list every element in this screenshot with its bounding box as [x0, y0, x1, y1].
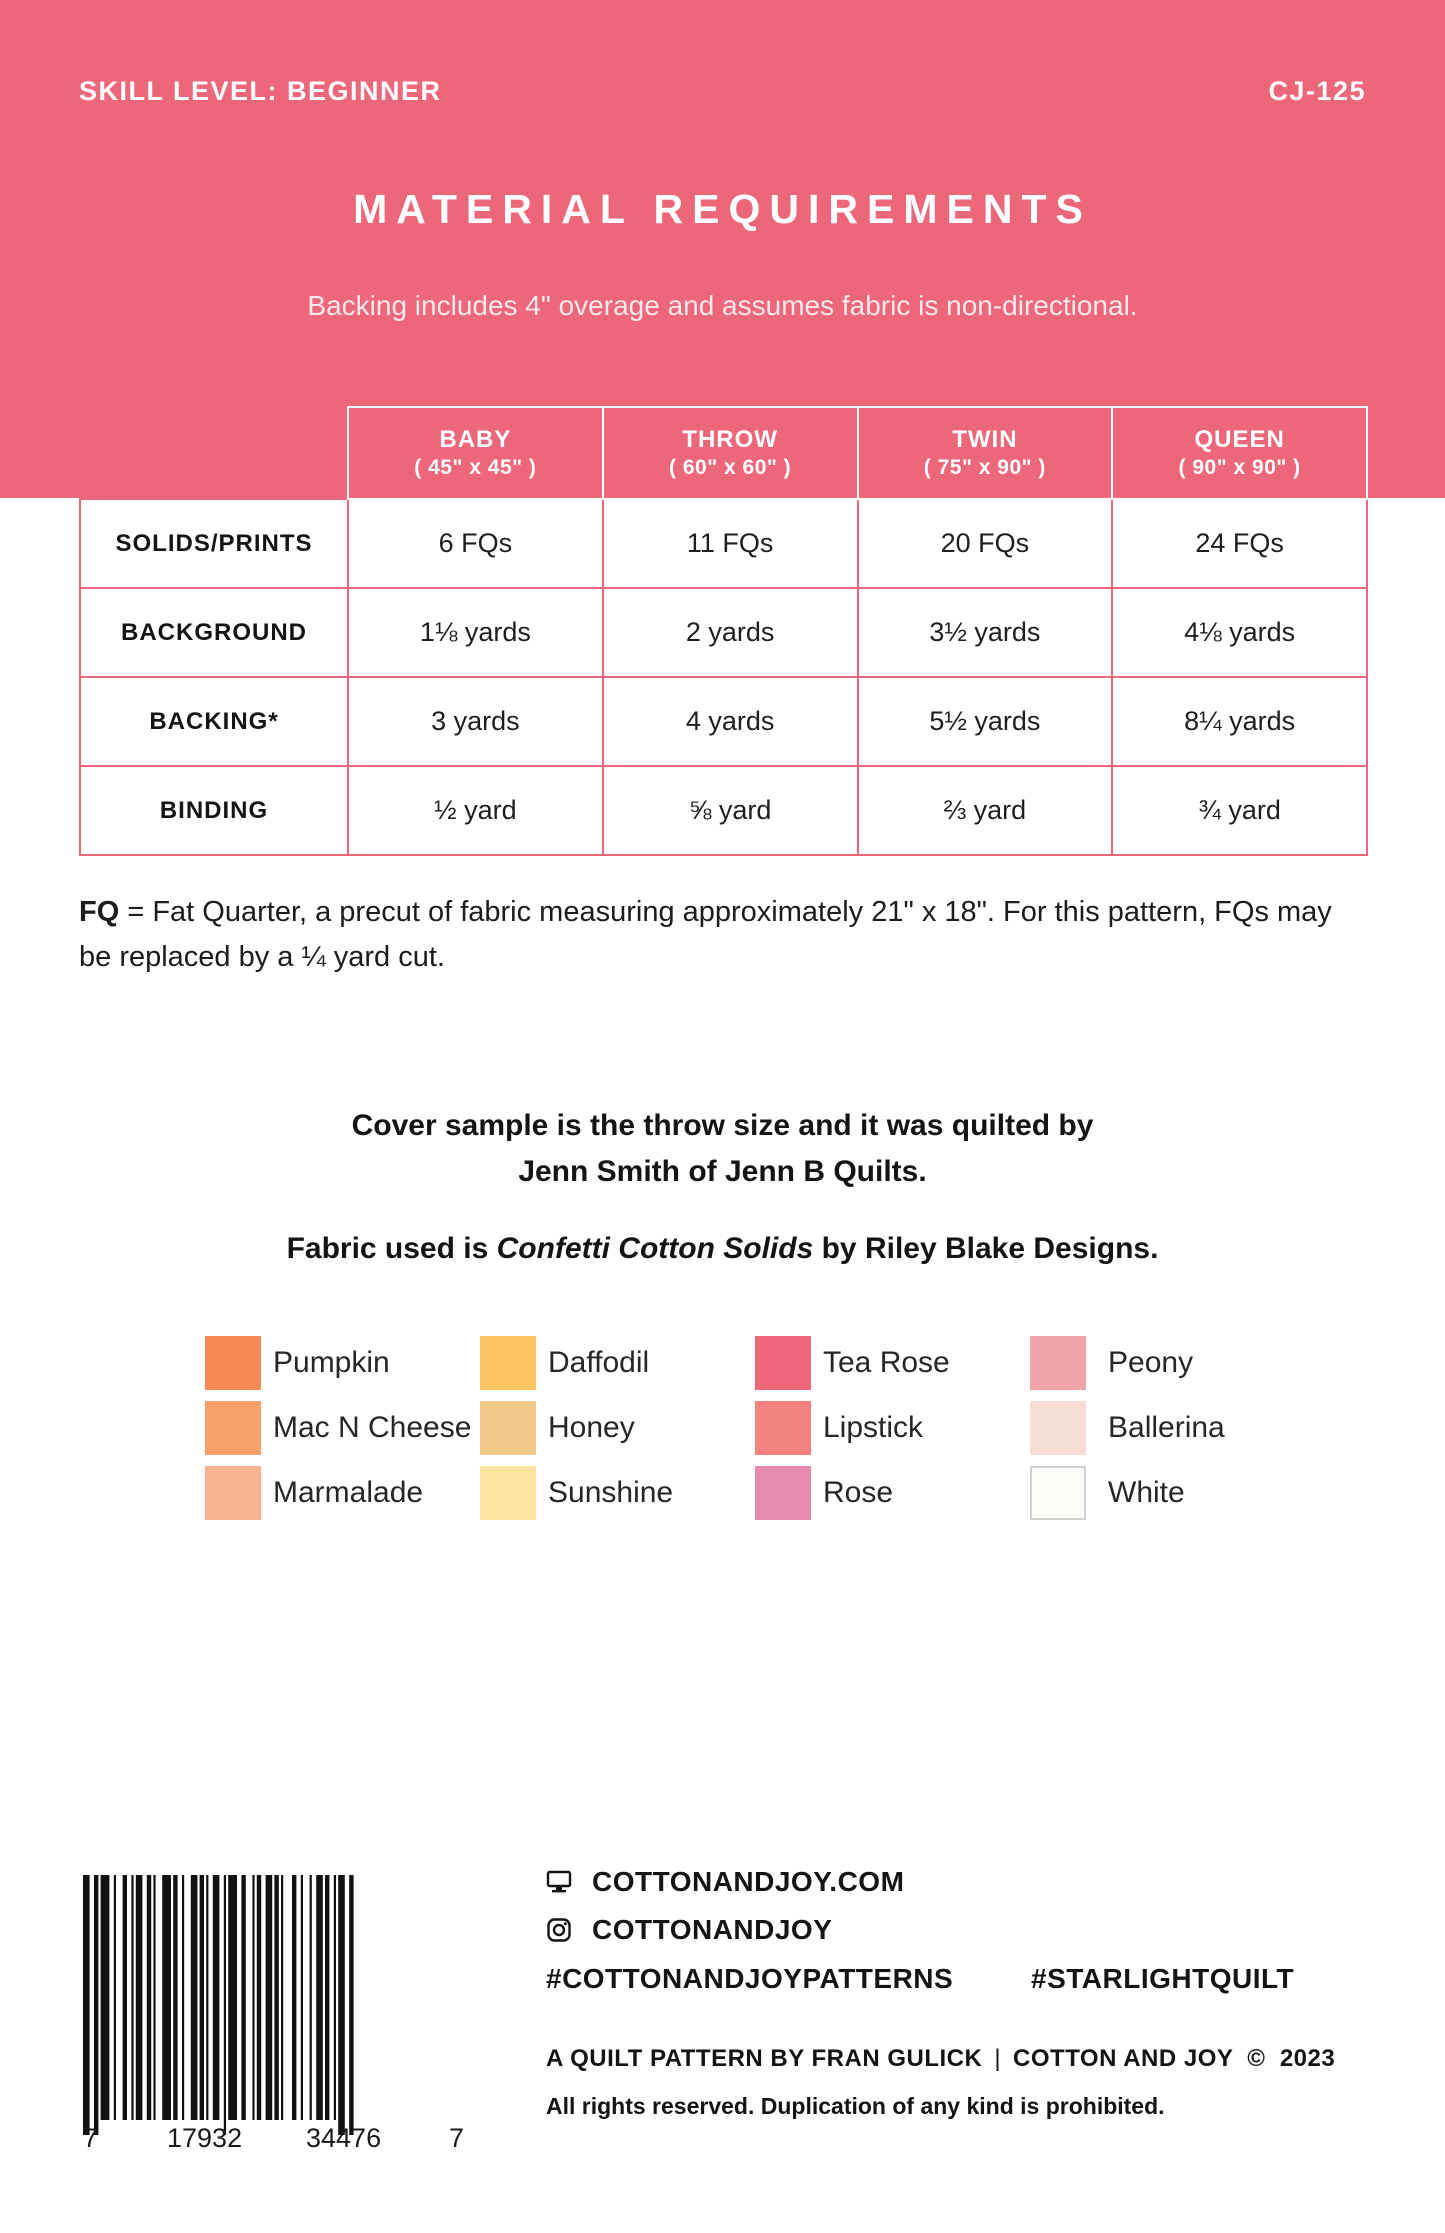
rights-notice: All rights reserved. Duplication of any kind is prohibited.	[546, 2093, 1165, 2119]
swatch-item	[755, 1466, 893, 1520]
barcode-digits: 34476	[306, 2123, 382, 2153]
hashtag-brand	[546, 1963, 953, 1995]
barcode-bar	[257, 1875, 261, 2120]
column-header-twin	[858, 407, 1113, 499]
barcode-bar	[173, 1875, 177, 2120]
material-table	[79, 406, 1368, 856]
barcode-bar	[325, 1875, 329, 2120]
barcode-bar	[83, 1875, 90, 2135]
barcode-bar	[206, 1875, 208, 2120]
website-text: COTTONANDJOY.COM	[592, 1866, 905, 1897]
barcode-bar	[182, 1875, 184, 2120]
fabric-prefix: Fabric used is	[286, 1232, 497, 1265]
column-size: ( 60" x 60" )	[669, 455, 792, 479]
fabric-suffix: by Riley Blake Designs.	[813, 1232, 1159, 1265]
fabric-credit	[0, 1232, 1445, 1266]
column-name: QUEEN	[1194, 425, 1285, 453]
barcode	[79, 1875, 484, 2135]
swatch-label: Rose	[823, 1476, 894, 1509]
hashtag-text: #COTTONANDJOYPATTERNS	[546, 1963, 954, 1994]
swatch-item	[480, 1336, 649, 1390]
table-row	[80, 499, 1367, 588]
barcode-bar	[114, 1875, 116, 2120]
swatch-item	[205, 1401, 471, 1455]
fabric-name: Confetti Cotton Solids	[496, 1232, 814, 1265]
table-cell: 3 yards	[348, 677, 603, 766]
table-cell: 4 yards	[603, 677, 858, 766]
swatch-label: White	[1108, 1476, 1185, 1509]
row-label: SOLIDS/PRINTS	[80, 499, 348, 588]
barcode-bar	[292, 1875, 296, 2120]
credits-line: Jenn Smith of Jenn B Quilts.	[518, 1155, 927, 1188]
swatch-item	[1030, 1401, 1225, 1455]
table-header-row	[80, 407, 1367, 499]
color-swatch	[205, 1336, 261, 1390]
swatch-label: Mac N Cheese	[273, 1411, 472, 1444]
page-title: MATERIAL REQUIREMENTS	[353, 186, 1092, 232]
barcode-bar	[136, 1875, 143, 2120]
table-cell: ⅝ yard	[603, 766, 858, 855]
swatch-label: Honey	[548, 1411, 635, 1444]
barcode-digits: 17932	[167, 2123, 243, 2153]
column-name: BABY	[439, 425, 512, 453]
hashtag-quilt	[1031, 1963, 1294, 1995]
brand-copyright: COTTON AND JOY © 2023	[1013, 2045, 1336, 2072]
column-name: THROW	[682, 425, 778, 453]
table-cell: 11 FQs	[603, 499, 858, 588]
color-swatch	[1030, 1336, 1086, 1390]
table-row	[80, 588, 1367, 677]
column-name: TWIN	[952, 425, 1018, 453]
barcode-bar	[252, 1875, 254, 2120]
barcode-bar	[228, 1875, 237, 2120]
credits-line: Cover sample is the throw size and it was quilted by	[351, 1109, 1094, 1142]
color-swatch	[480, 1401, 536, 1455]
byline-text: A QUILT PATTERN BY FRAN GULICK	[546, 2045, 983, 2072]
barcode-digits: 7	[83, 2123, 99, 2153]
barcode-bar	[200, 1875, 204, 2120]
barcode-bar	[266, 1875, 273, 2120]
barcode-bar	[349, 1875, 353, 2135]
website-link[interactable]	[546, 1866, 904, 1898]
table-cell: 4⅛ yards	[1112, 588, 1367, 677]
swatch-label: Marmalade	[273, 1476, 424, 1509]
row-label: BINDING	[80, 766, 348, 855]
column-header-baby	[348, 407, 603, 499]
swatch-label: Pumpkin	[273, 1346, 390, 1379]
barcode-bar	[147, 1875, 151, 2120]
barcode-bar	[334, 1875, 336, 2120]
table-cell: 1⅛ yards	[348, 588, 603, 677]
table-cell: 5½ yards	[858, 677, 1113, 766]
swatch-label: Ballerina	[1108, 1411, 1225, 1444]
table-cell: 6 FQs	[348, 499, 603, 588]
color-swatch	[755, 1466, 811, 1520]
table-cell: 2 yards	[603, 588, 858, 677]
backing-note: Backing includes 4" overage and assumes fabric is non-directional.	[307, 290, 1138, 321]
barcode-number	[79, 2123, 484, 2163]
hashtag-text: #STARLIGHTQUILT	[1031, 1963, 1295, 1994]
quilting-credits	[0, 1103, 1445, 1195]
swatch-item	[205, 1336, 390, 1390]
table-corner	[80, 407, 348, 499]
swatch-label: Tea Rose	[823, 1346, 950, 1379]
barcode-bar	[191, 1875, 198, 2120]
table-cell: 20 FQs	[858, 499, 1113, 588]
color-swatch	[1030, 1401, 1086, 1455]
fq-definition	[79, 890, 1369, 980]
skill-level: SKILL LEVEL: BEGINNER	[79, 76, 442, 106]
row-label: BACKING*	[80, 677, 348, 766]
swatch-label: Sunshine	[548, 1476, 674, 1509]
pattern-code: CJ-125	[1268, 76, 1366, 106]
barcode-bar	[316, 1875, 323, 2120]
fq-term: FQ	[79, 896, 120, 928]
color-swatch	[205, 1401, 261, 1455]
swatch-item	[205, 1466, 423, 1520]
row-label: BACKGROUND	[80, 588, 348, 677]
swatch-item	[1030, 1466, 1185, 1520]
computer-icon	[546, 1869, 572, 1895]
column-header-queen	[1112, 407, 1367, 499]
table-cell: ½ yard	[348, 766, 603, 855]
column-size: ( 90" x 90" )	[1178, 455, 1301, 479]
swatch-label: Lipstick	[823, 1411, 924, 1444]
barcode-bar	[162, 1875, 171, 2120]
barcode-bar	[274, 1875, 278, 2120]
color-swatch	[205, 1466, 261, 1520]
column-header-throw	[603, 407, 858, 499]
table-row	[80, 677, 1367, 766]
barcode-bar	[153, 1875, 155, 2120]
table-cell: ¾ yard	[1112, 766, 1367, 855]
swatch-item	[755, 1336, 950, 1390]
byline-separator: |	[994, 2045, 1002, 2072]
barcode-bar	[131, 1875, 133, 2120]
column-size: ( 45" x 45" )	[414, 455, 537, 479]
swatch-item	[755, 1401, 923, 1455]
instagram-handle: COTTONANDJOY	[592, 1914, 833, 1945]
table-cell: 3½ yards	[858, 588, 1113, 677]
swatch-item	[480, 1401, 635, 1455]
barcode-bar	[101, 1875, 110, 2120]
column-size: ( 75" x 90" )	[923, 455, 1046, 479]
swatch-item	[480, 1466, 673, 1520]
barcode-bar	[301, 1875, 303, 2120]
barcode-bar	[338, 1875, 345, 2135]
color-swatch	[755, 1401, 811, 1455]
instagram-icon	[546, 1917, 572, 1943]
barcode-bar	[94, 1875, 98, 2135]
color-swatch	[480, 1466, 536, 1520]
swatch-label: Peony	[1108, 1346, 1194, 1379]
color-swatch	[1030, 1466, 1086, 1520]
barcode-bar	[310, 1875, 312, 2120]
pattern-byline	[546, 2045, 1335, 2073]
table-cell: 8¼ yards	[1112, 677, 1367, 766]
barcode-bar	[281, 1875, 283, 2120]
barcode-bar	[224, 1875, 226, 2135]
instagram-link[interactable]	[546, 1914, 832, 1946]
table-cell: ⅔ yard	[858, 766, 1113, 855]
color-swatch	[755, 1336, 811, 1390]
barcode-bar	[213, 1875, 220, 2120]
barcode-digits: 7	[449, 2123, 465, 2153]
barcode-bar	[241, 1875, 245, 2120]
fq-text: = Fat Quarter, a precut of fabric measuring approximately 21" x 18". For this pattern, FQs may be replaced by a ¼ yard cut.	[79, 896, 1332, 973]
swatch-item	[1030, 1336, 1193, 1390]
table-cell: 24 FQs	[1112, 499, 1367, 588]
color-swatch	[480, 1336, 536, 1390]
barcode-bar	[123, 1875, 127, 2120]
table-row	[80, 766, 1367, 855]
swatch-label: Daffodil	[548, 1346, 650, 1379]
